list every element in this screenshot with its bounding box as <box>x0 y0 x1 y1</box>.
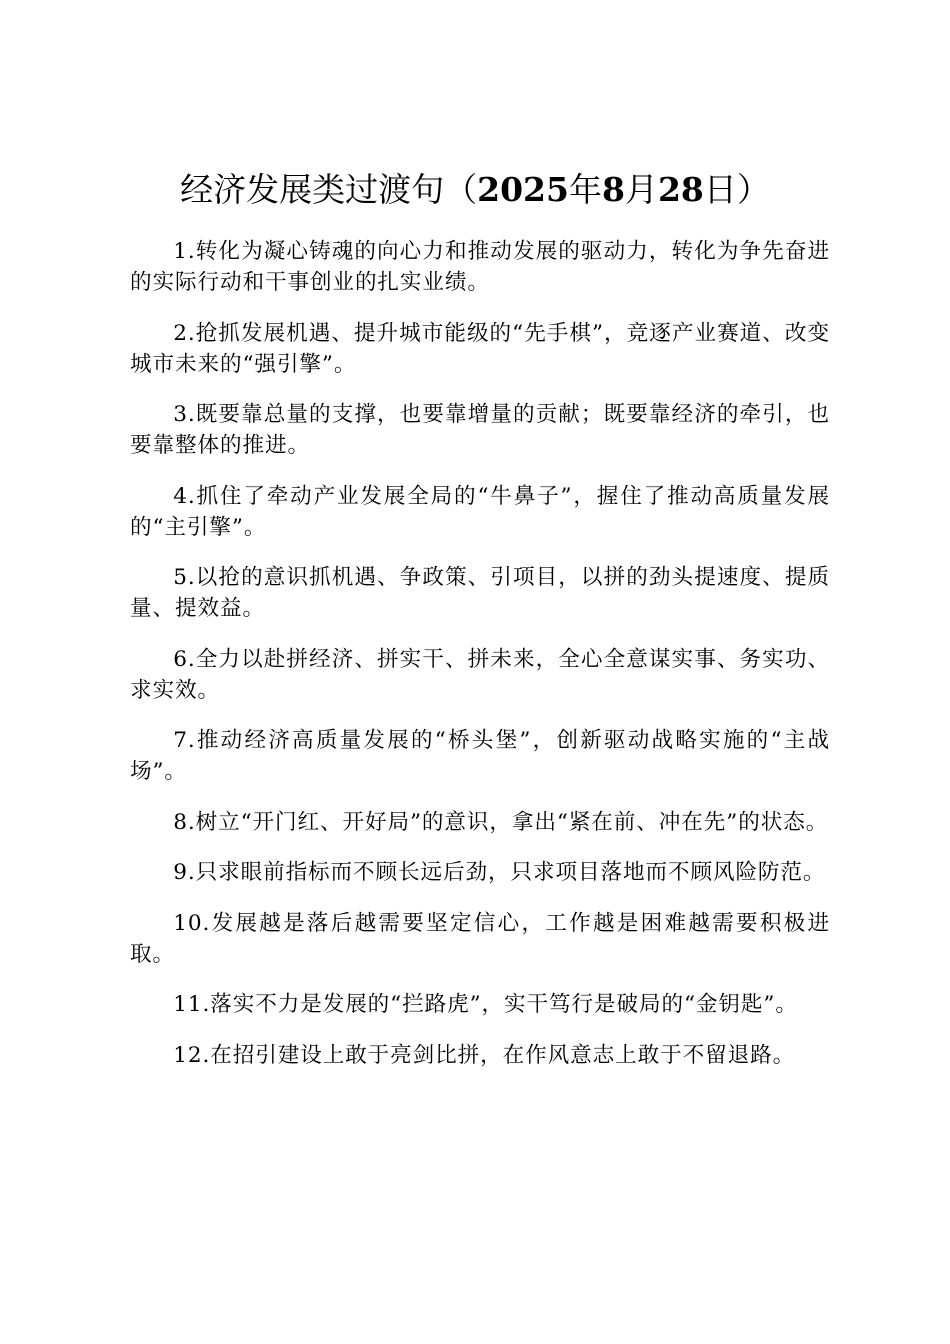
title-prefix: 经济发展类过渡句（ <box>180 170 478 209</box>
title-suffix: 日） <box>703 170 770 209</box>
title-year-unit: 年 <box>568 170 602 209</box>
list-item: 3.既要靠总量的支撑，也要靠增量的贡献；既要靠经济的牵引，也要靠整体的推进。 <box>130 402 830 458</box>
list-item: 2.抢抓发展机遇、提升城市能级的“先手棋”，竞逐产业赛道、改变城市未来的“强引擎”。 <box>130 320 830 377</box>
page-title <box>0 168 950 212</box>
list-item: 11.落实不力是发展的“拦路虎”，实干笃行是破局的“金钥匙”。 <box>173 992 798 1017</box>
list-item: 7.推动经济高质量发展的“桥头堡”，创新驱动战略实施的“主战场”。 <box>130 728 830 784</box>
list-item: 10.发展越是落后越需要坚定信心，工作越是困难越需要积极进取。 <box>130 910 830 967</box>
title-year: 2025 <box>477 170 569 209</box>
list-item: 9.只求眼前指标而不顾长远后劲，只求项目落地而不顾风险防范。 <box>173 860 826 885</box>
list-item: 5.以抢的意识抓机遇、争政策、引项目，以拼的劲头提速度、提质量、提效益。 <box>130 565 830 621</box>
title-month: 8 <box>601 170 625 209</box>
list-item: 4.抓住了牵动产业发展全局的“牛鼻子”，握住了推动高质量发展的“主引擎”。 <box>130 483 830 540</box>
title-day: 28 <box>657 170 704 209</box>
list-item: 6.全力以赴拼经济、拼实干、拼未来，全心全意谋实事、务实功、求实效。 <box>130 646 830 703</box>
sentence-list <box>130 236 830 1090</box>
list-item: 1.转化为凝心铸魂的向心力和推动发展的驱动力，转化为争先奋进的实际行动和干事创业的扎实业绩。 <box>130 239 830 295</box>
list-item: 8.树立“开门红、开好局”的意识，拿出“紧在前、冲在先”的状态。 <box>173 809 829 835</box>
title-month-unit: 月 <box>624 170 658 209</box>
list-item: 12.在招引建设上敢于亮剑比拼，在作风意志上敢于不留退路。 <box>173 1042 796 1068</box>
